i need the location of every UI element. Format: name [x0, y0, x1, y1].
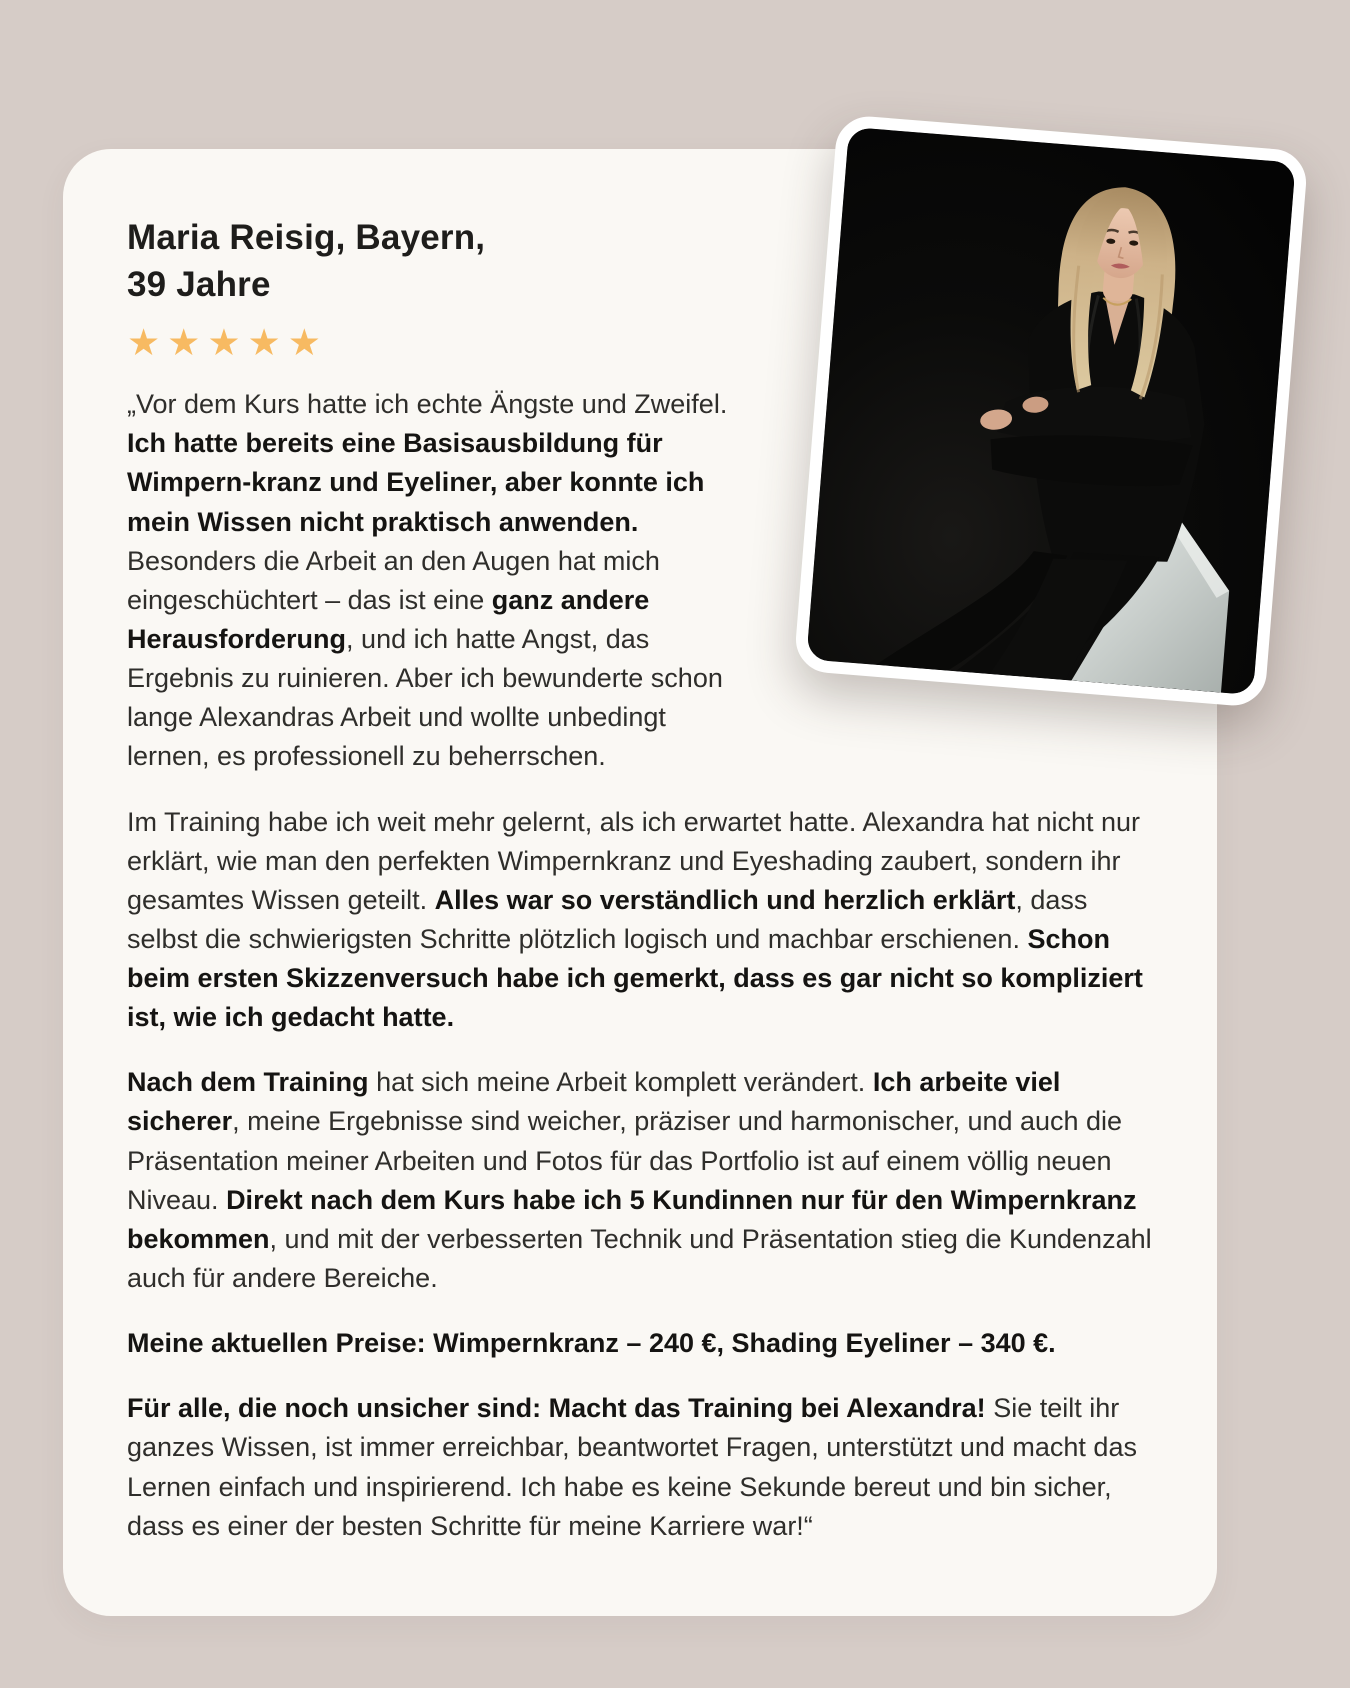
testimonial-text-bold: ganz andere Herausforderung — [127, 584, 650, 654]
testimonial-text-bold: Nach dem Training — [127, 1067, 369, 1098]
testimonial-paragraph — [127, 1063, 1153, 1298]
reviewer-name-line2: 39 Jahre — [127, 264, 271, 304]
testimonial-paragraph — [127, 803, 1153, 1038]
reviewer-name-line1: Maria Reisig, Bayern, — [127, 218, 486, 257]
testimonial-text-bold: Ich hatte bereits eine Basisausbildung für Wimpern-kranz und Eyeliner, aber konnte ich mein Wissen nicht praktisch anwenden. — [127, 428, 705, 537]
testimonial-text-run: Besonders die Arbeit an den Augen hat mich eingeschüchtert – das ist eine — [127, 545, 660, 615]
testimonial-text-run: Sie teilt ihr ganzes Wissen, ist immer erreichbar, beantwortet Fragen, unterstützt und macht das Lernen einfach und inspirierend. Ich habe es keine Sekunde bereut und bin sicher, dass es einer der besten Schritte für meine Karriere war!“ — [127, 1393, 1137, 1541]
testimonial-text-run: , und mit der verbesserten Technik und Präsentation stieg die Kundenzahl auch für andere Bereiche. — [127, 1223, 1152, 1294]
star-icon: ★ — [167, 322, 208, 364]
reviewer-portrait-illustration — [806, 127, 1295, 695]
testimonial-paragraph — [127, 1324, 1153, 1363]
testimonial-text-bold: Alles war so verständlich und herzlich erklärt — [434, 884, 1016, 915]
testimonial-text-bold: Direkt nach dem Kurs habe ich 5 Kundinnen nur für den Wimpernkranz bekommen — [127, 1184, 1137, 1254]
star-icon: ★ — [127, 322, 168, 364]
testimonial-paragraph — [127, 385, 741, 776]
testimonial-text-bold: Für alle, die noch unsicher sind: Macht das Training bei Alexandra! — [127, 1393, 986, 1424]
testimonial-text-run: Im Training habe ich weit mehr gelernt, als ich erwartet hatte. Alexandra hat nicht nur erklärt, wie man den perfekten Wimpernkranz und Eyeshading zaubert, sondern ihr gesamtes Wissen geteilt. — [127, 806, 1141, 915]
testimonial-paragraph — [127, 1389, 1153, 1546]
testimonial-text-run: , dass selbst die schwierigsten Schritte plötzlich logisch und machbar erschienen. — [127, 884, 1088, 954]
testimonial-text-bold: Ich arbeite viel sicherer — [127, 1067, 1061, 1137]
testimonial-text-bold: Meine aktuellen Preise: Wimpernkranz – 240 €, Shading Eyeliner – 340 €. — [127, 1328, 1056, 1359]
star-icon: ★ — [287, 322, 328, 364]
testimonial-text-run: „Vor dem Kurs hatte ich echte Ängste und Zweifel. — [127, 389, 728, 420]
star-icon: ★ — [207, 322, 248, 364]
testimonial-text-bold: Schon beim ersten Skizzenversuch habe ich gemerkt, dass es gar nicht so kompliziert ist, wie ich gedacht hatte. — [127, 923, 1143, 1033]
testimonial-text-run: hat sich meine Arbeit komplett verändert. — [368, 1067, 873, 1098]
reviewer-photo — [793, 114, 1308, 708]
star-icon: ★ — [247, 322, 288, 364]
testimonial-text-run: , meine Ergebnisse sind weicher, präziser und harmonischer, und auch die Präsentation meiner Arbeiten und Fotos für das Portfolio ist auf einem völlig neuen Niveau. — [127, 1106, 1123, 1215]
testimonial-text-run: , und ich hatte Angst, das Ergebnis zu ruinieren. Aber ich bewunderte schon lange Alexandras Arbeit und wollte unbedingt lernen, es professionell zu beherrschen. — [127, 623, 723, 772]
